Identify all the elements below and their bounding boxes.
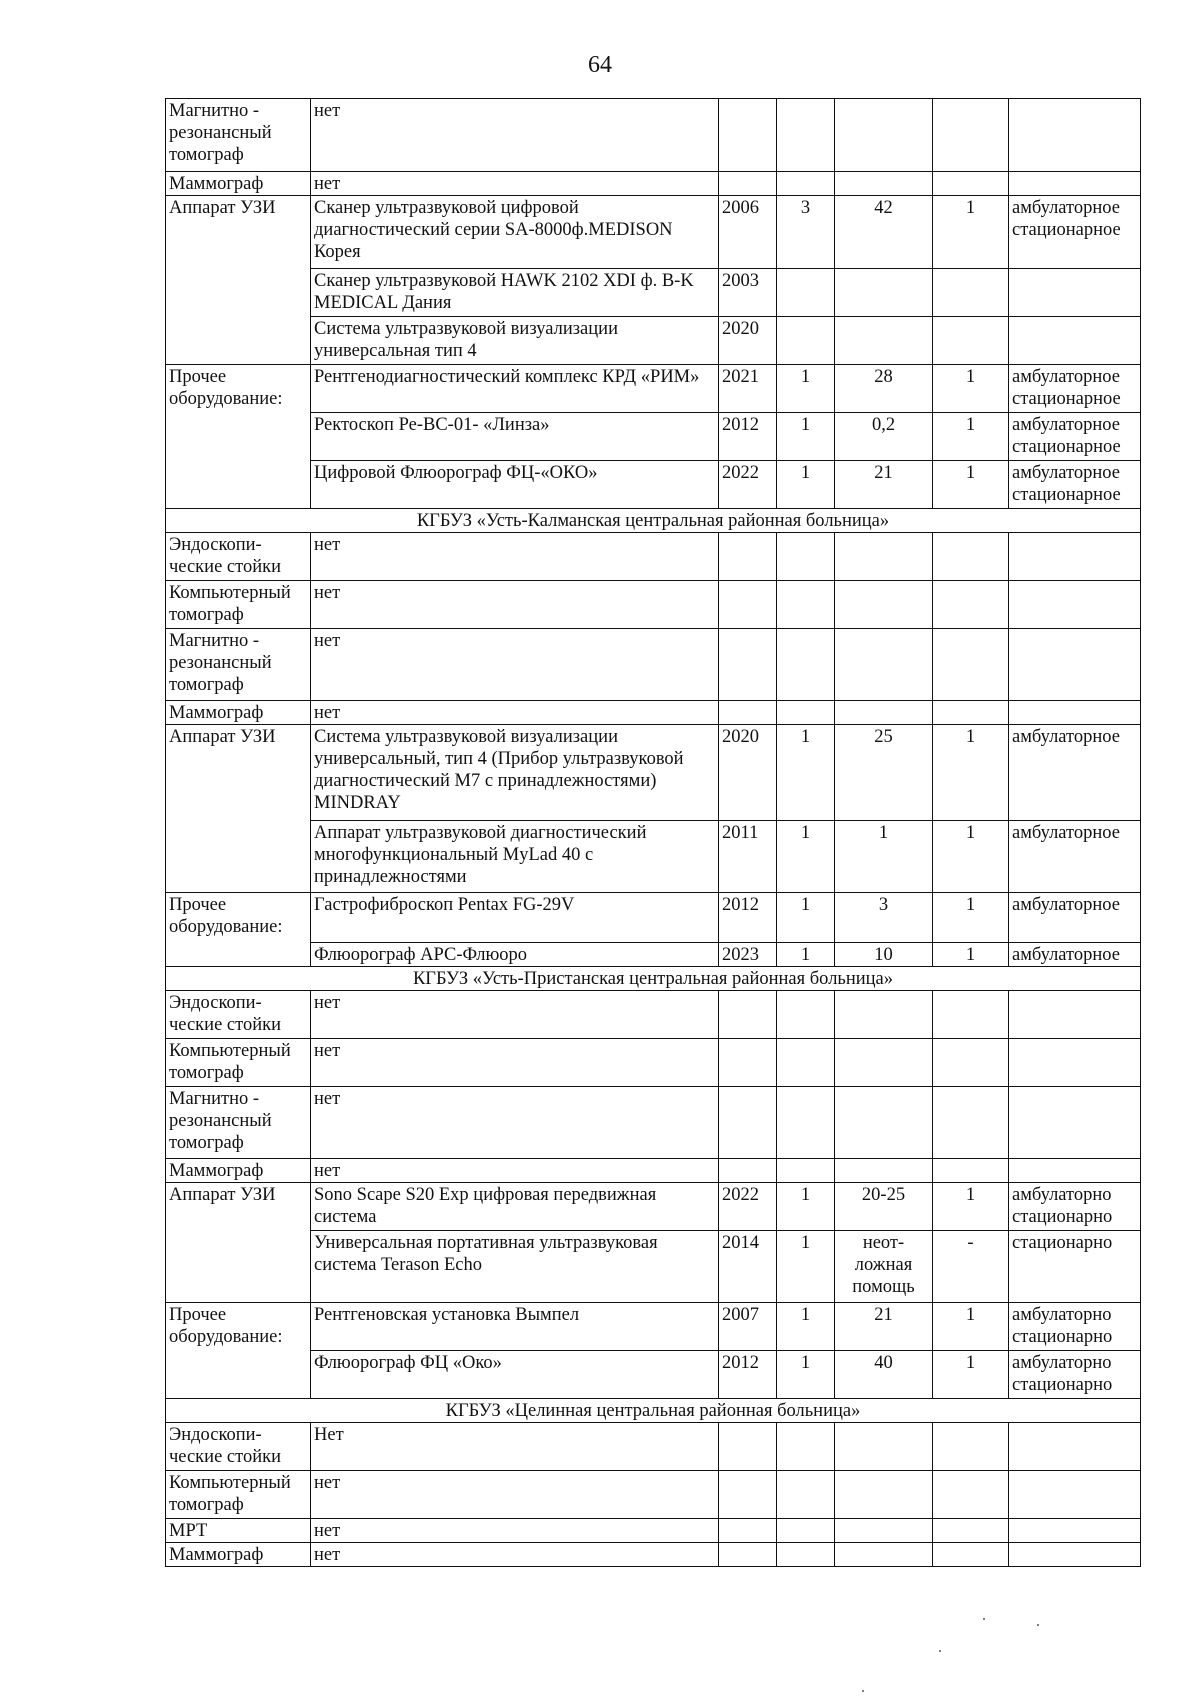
shifts-cell: 1 (933, 725, 1009, 821)
equipment-table-body (166, 99, 1141, 1567)
year-cell: 2003 (719, 269, 777, 317)
equipment-type-cell: Эндоскопи-ческие стойки (166, 991, 311, 1039)
care-type-cell (1009, 1543, 1141, 1567)
load-cell: 21 (835, 461, 933, 509)
equipment-type-cell: Магнитно - резонансный томограф (166, 99, 311, 172)
shifts-cell (933, 701, 1009, 725)
care-type-cell (1009, 1519, 1141, 1543)
device-cell: нет (311, 1039, 719, 1087)
device-cell: Sono Scape S20 Exp цифровая передвижная система (311, 1183, 719, 1231)
load-cell (835, 269, 933, 317)
device-cell: нет (311, 701, 719, 725)
shifts-cell (933, 1087, 1009, 1159)
quantity-cell: 1 (777, 725, 835, 821)
device-cell: нет (311, 991, 719, 1039)
care-type-cell (1009, 629, 1141, 701)
care-type-cell (1009, 1159, 1141, 1183)
device-cell: нет (311, 581, 719, 629)
device-cell: нет (311, 533, 719, 581)
table-row (166, 413, 1141, 461)
shifts-cell (933, 581, 1009, 629)
page-number: 64 (588, 52, 612, 78)
equipment-type-cell: Прочее оборудование: (166, 365, 311, 509)
device-cell: нет (311, 99, 719, 172)
quantity-cell: 1 (777, 821, 835, 893)
scan-speck (862, 1690, 864, 1692)
load-cell: 42 (835, 196, 933, 269)
section-header-row (166, 509, 1141, 533)
table-row (166, 1087, 1141, 1159)
shifts-cell (933, 1543, 1009, 1567)
load-cell (835, 701, 933, 725)
quantity-cell (777, 1039, 835, 1087)
equipment-type-cell: Магнитно - резонансный томограф (166, 1087, 311, 1159)
care-type-cell: амбулаторно стационарно (1009, 1303, 1141, 1351)
equipment-type-cell: МРТ (166, 1519, 311, 1543)
shifts-cell (933, 1039, 1009, 1087)
year-cell: 2021 (719, 365, 777, 413)
year-cell (719, 629, 777, 701)
equipment-type-cell: Компьютерный томограф (166, 581, 311, 629)
device-cell: Нет (311, 1423, 719, 1471)
device-cell: нет (311, 1087, 719, 1159)
device-cell: Система ультразвуковой визуализации универсальный, тип 4 (Прибор ультразвуковой диагностический М7 с принадлежностями) MINDRAY (311, 725, 719, 821)
year-cell (719, 1519, 777, 1543)
shifts-cell: 1 (933, 1183, 1009, 1231)
quantity-cell (777, 1543, 835, 1567)
device-cell: Рентгеновская установка Вымпел (311, 1303, 719, 1351)
quantity-cell: 1 (777, 1303, 835, 1351)
table-row (166, 1303, 1141, 1351)
load-cell: 40 (835, 1351, 933, 1399)
quantity-cell: 3 (777, 196, 835, 269)
shifts-cell: 1 (933, 1303, 1009, 1351)
shifts-cell: 1 (933, 943, 1009, 967)
load-cell: 3 (835, 893, 933, 943)
shifts-cell (933, 533, 1009, 581)
quantity-cell (777, 1471, 835, 1519)
care-type-cell (1009, 533, 1141, 581)
year-cell (719, 1039, 777, 1087)
equipment-type-cell: Маммограф (166, 1543, 311, 1567)
quantity-cell: 1 (777, 365, 835, 413)
shifts-cell (933, 99, 1009, 172)
equipment-type-cell: Прочее оборудование: (166, 893, 311, 967)
quantity-cell: 1 (777, 1351, 835, 1399)
section-title: КГБУЗ «Усть-Калманская центральная районная больница» (166, 509, 1141, 533)
shifts-cell: 1 (933, 413, 1009, 461)
shifts-cell (933, 269, 1009, 317)
year-cell: 2007 (719, 1303, 777, 1351)
quantity-cell: 1 (777, 461, 835, 509)
device-cell: Флюорограф ФЦ «Око» (311, 1351, 719, 1399)
table-row (166, 1351, 1141, 1399)
year-cell: 2011 (719, 821, 777, 893)
load-cell (835, 172, 933, 196)
device-cell: нет (311, 629, 719, 701)
quantity-cell: 1 (777, 893, 835, 943)
quantity-cell (777, 581, 835, 629)
load-cell (835, 1087, 933, 1159)
equipment-type-cell: Аппарат УЗИ (166, 196, 311, 365)
device-cell: Аппарат ультразвуковой диагностический многофункциональный MyLad 40 с принадлежностями (311, 821, 719, 893)
quantity-cell (777, 701, 835, 725)
year-cell (719, 581, 777, 629)
device-cell: нет (311, 1543, 719, 1567)
device-cell: Универсальная портативная ультразвуковая система Terason Echo (311, 1231, 719, 1303)
load-cell: 21 (835, 1303, 933, 1351)
table-row (166, 991, 1141, 1039)
device-cell: нет (311, 1519, 719, 1543)
year-cell (719, 172, 777, 196)
shifts-cell (933, 1519, 1009, 1543)
scan-speck (939, 1650, 941, 1652)
year-cell (719, 991, 777, 1039)
device-cell: Флюорограф АРС-Флюоро (311, 943, 719, 967)
quantity-cell: 1 (777, 1183, 835, 1231)
year-cell (719, 1159, 777, 1183)
table-row (166, 1039, 1141, 1087)
year-cell (719, 1471, 777, 1519)
care-type-cell: амбулаторно стационарно (1009, 1183, 1141, 1231)
care-type-cell (1009, 1471, 1141, 1519)
quantity-cell (777, 1519, 835, 1543)
quantity-cell (777, 533, 835, 581)
shifts-cell (933, 991, 1009, 1039)
year-cell: 2006 (719, 196, 777, 269)
section-title: КГБУЗ «Целинная центральная районная больница» (166, 1399, 1141, 1423)
care-type-cell: амбулаторное стационарное (1009, 196, 1141, 269)
care-type-cell: амбулаторное (1009, 893, 1141, 943)
scan-speck (983, 1618, 985, 1620)
device-cell: Сканер ультразвуковой HAWK 2102 XDI ф. B-K MEDICAL Дания (311, 269, 719, 317)
year-cell (719, 533, 777, 581)
care-type-cell (1009, 1039, 1141, 1087)
year-cell (719, 701, 777, 725)
equipment-type-cell: Компьютерный томограф (166, 1471, 311, 1519)
scan-speck (1037, 1624, 1039, 1626)
equipment-type-cell: Эндоскопи-ческие стойки (166, 533, 311, 581)
year-cell: 2022 (719, 1183, 777, 1231)
year-cell: 2014 (719, 1231, 777, 1303)
care-type-cell (1009, 581, 1141, 629)
care-type-cell (1009, 1087, 1141, 1159)
load-cell: 10 (835, 943, 933, 967)
device-cell: Гастрофиброскоп Pentax FG-29V (311, 893, 719, 943)
year-cell: 2022 (719, 461, 777, 509)
care-type-cell (1009, 172, 1141, 196)
quantity-cell (777, 99, 835, 172)
year-cell (719, 1543, 777, 1567)
year-cell (719, 99, 777, 172)
table-row (166, 533, 1141, 581)
table-row (166, 629, 1141, 701)
table-row (166, 943, 1141, 967)
table-row (166, 172, 1141, 196)
quantity-cell: 1 (777, 943, 835, 967)
care-type-cell (1009, 991, 1141, 1039)
table-row (166, 269, 1141, 317)
quantity-cell (777, 172, 835, 196)
table-row (166, 365, 1141, 413)
shifts-cell (933, 172, 1009, 196)
shifts-cell (933, 629, 1009, 701)
table-row (166, 1423, 1141, 1471)
shifts-cell: 1 (933, 1351, 1009, 1399)
care-type-cell (1009, 317, 1141, 365)
load-cell: 20-25 (835, 1183, 933, 1231)
load-cell (835, 533, 933, 581)
device-cell: Рентгенодиагностический комплекс КРД «РИМ» (311, 365, 719, 413)
care-type-cell: амбулаторное стационарное (1009, 461, 1141, 509)
section-header-row (166, 967, 1141, 991)
quantity-cell (777, 991, 835, 1039)
care-type-cell: амбулаторно стационарно (1009, 1351, 1141, 1399)
table-row (166, 1183, 1141, 1231)
shifts-cell: 1 (933, 196, 1009, 269)
table-row (166, 1471, 1141, 1519)
device-cell: Сканер ультразвуковой цифровой диагностический серии SA-8000ф.MEDISON Корея (311, 196, 719, 269)
table-row (166, 1231, 1141, 1303)
equipment-type-cell: Эндоскопи-ческие стойки (166, 1423, 311, 1471)
table-row (166, 725, 1141, 821)
shifts-cell (933, 1423, 1009, 1471)
load-cell (835, 1471, 933, 1519)
table-row (166, 99, 1141, 172)
quantity-cell: 1 (777, 413, 835, 461)
equipment-type-cell: Магнитно - резонансный томограф (166, 629, 311, 701)
care-type-cell (1009, 269, 1141, 317)
equipment-type-cell: Маммограф (166, 701, 311, 725)
load-cell: неот-ложная помощь (835, 1231, 933, 1303)
device-cell: Цифровой Флюорограф ФЦ-«ОКО» (311, 461, 719, 509)
year-cell: 2012 (719, 893, 777, 943)
load-cell (835, 317, 933, 365)
device-cell: нет (311, 172, 719, 196)
shifts-cell: 1 (933, 821, 1009, 893)
shifts-cell: - (933, 1231, 1009, 1303)
care-type-cell: стационарно (1009, 1231, 1141, 1303)
quantity-cell (777, 629, 835, 701)
year-cell (719, 1423, 777, 1471)
care-type-cell: амбулаторное стационарное (1009, 413, 1141, 461)
year-cell: 2012 (719, 413, 777, 461)
care-type-cell: амбулаторное (1009, 821, 1141, 893)
device-cell: Ректоскоп Ре-ВС-01- «Линза» (311, 413, 719, 461)
shifts-cell: 1 (933, 893, 1009, 943)
year-cell: 2012 (719, 1351, 777, 1399)
load-cell (835, 1543, 933, 1567)
care-type-cell (1009, 1423, 1141, 1471)
shifts-cell: 1 (933, 365, 1009, 413)
table-row (166, 317, 1141, 365)
load-cell (835, 991, 933, 1039)
quantity-cell (777, 1087, 835, 1159)
table-row (166, 196, 1141, 269)
load-cell: 1 (835, 821, 933, 893)
year-cell: 2020 (719, 725, 777, 821)
equipment-type-cell: Аппарат УЗИ (166, 725, 311, 893)
care-type-cell (1009, 99, 1141, 172)
table-row (166, 461, 1141, 509)
care-type-cell: амбулаторное стационарное (1009, 365, 1141, 413)
load-cell (835, 1159, 933, 1183)
table-row (166, 1159, 1141, 1183)
load-cell (835, 581, 933, 629)
table-row (166, 701, 1141, 725)
equipment-type-cell: Компьютерный томограф (166, 1039, 311, 1087)
section-title: КГБУЗ «Усть-Пристанская центральная районная больница» (166, 967, 1141, 991)
section-header-row (166, 1399, 1141, 1423)
year-cell (719, 1087, 777, 1159)
quantity-cell: 1 (777, 1231, 835, 1303)
load-cell (835, 99, 933, 172)
table-row (166, 581, 1141, 629)
table-row (166, 821, 1141, 893)
table-row (166, 893, 1141, 943)
load-cell: 25 (835, 725, 933, 821)
shifts-cell (933, 317, 1009, 365)
equipment-table (165, 98, 1141, 1567)
device-cell: Система ультразвуковой визуализации универсальная тип 4 (311, 317, 719, 365)
year-cell: 2020 (719, 317, 777, 365)
shifts-cell: 1 (933, 461, 1009, 509)
shifts-cell (933, 1159, 1009, 1183)
care-type-cell: амбулаторное (1009, 725, 1141, 821)
table-row (166, 1519, 1141, 1543)
load-cell: 0,2 (835, 413, 933, 461)
quantity-cell (777, 317, 835, 365)
shifts-cell (933, 1471, 1009, 1519)
equipment-type-cell: Маммограф (166, 172, 311, 196)
load-cell (835, 1423, 933, 1471)
equipment-type-cell: Аппарат УЗИ (166, 1183, 311, 1303)
care-type-cell (1009, 701, 1141, 725)
quantity-cell (777, 1423, 835, 1471)
equipment-type-cell: Прочее оборудование: (166, 1303, 311, 1399)
load-cell (835, 1039, 933, 1087)
quantity-cell (777, 269, 835, 317)
device-cell: нет (311, 1159, 719, 1183)
load-cell (835, 629, 933, 701)
device-cell: нет (311, 1471, 719, 1519)
quantity-cell (777, 1159, 835, 1183)
table-row (166, 1543, 1141, 1567)
care-type-cell: амбулаторное (1009, 943, 1141, 967)
load-cell (835, 1519, 933, 1543)
equipment-type-cell: Маммограф (166, 1159, 311, 1183)
year-cell: 2023 (719, 943, 777, 967)
load-cell: 28 (835, 365, 933, 413)
